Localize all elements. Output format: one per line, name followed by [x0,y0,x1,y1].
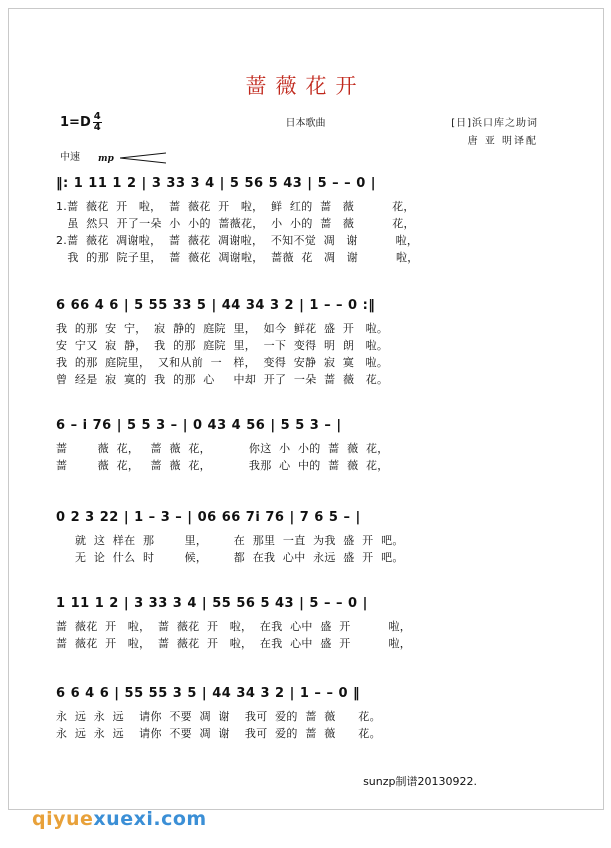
lyric-line: 蔷 薇 花， 蔷 薇 花， 你这 小 小的 蔷 薇 花， [56,442,389,455]
lyric-line: 安 宁又 寂 静， 我 的那 庭院 里， 一下 变得 明 朗 啦。 [56,339,389,352]
notation-line: 6 – i 76 | 5 5 3 – | 0 43 4 56 | 5 5 3 – | [56,418,342,433]
score-system-3 [56,418,550,474]
lyric-line: 蔷 薇花 开 啦， 蔷 薇花 开 啦， 在我 心中 盛 开 啦， [56,637,412,650]
transcriber-credit: sunzp制谱20130922. [363,775,477,788]
lyric-line: 无 论 什么 时 候， 都 在我 心中 永远 盛 开 吧。 [56,551,404,564]
notation-line: 1 11 1 2 | 3 33 3 4 | 55 56 5 43 | 5 – – 0 | [56,596,368,611]
score-system-6 [56,686,550,742]
lyric-line: 2.蔷 薇花 凋谢啦， 蔷 薇花 凋谢啦， 不知不觉 凋 谢 啦， [56,234,419,247]
tempo-marking: 中速 [60,152,80,163]
lyric-line: 1.蔷 薇花 开 啦， 蔷 薇花 开 啦， 鲜 红的 蔷 薇 花， [56,200,415,213]
time-numerator: 4 [93,111,101,122]
score-system-2 [56,298,550,388]
score-system-5 [56,596,550,652]
notation-line: 0 2 3 22 | 1 – 3 – | 06 66 7i 76 | 7 6 5 – | [56,510,361,525]
song-origin: 日本歌曲 [285,118,326,129]
lyricist-credit: [日]浜口库之助词 [451,118,538,129]
lyric-line: 曾 经是 寂 寞的 我 的那 心 中却 开了 一朵 蔷 薇 花。 [56,373,389,386]
dynamic-marking: mp [98,154,114,164]
lyric-line: 蔷 薇花 开 啦， 蔷 薇花 开 啦， 在我 心中 盛 开 啦， [56,620,412,633]
lyric-line: 我 的那 庭院里， 又和从前 一 样， 变得 安静 寂 寞 啦。 [56,356,389,369]
lyric-line: 蔷 薇 花， 蔷 薇 花， 我那 心 中的 蔷 薇 花， [56,459,389,472]
lyric-line: 虽 然只 开了一朵 小 小的 蔷薇花， 小 小的 蔷 薇 花， [56,217,415,230]
notation-line: ‖: 1 11 1 2 | 3 33 3 4 | 5 56 5 43 | 5 – – 0 | [56,176,377,191]
lyric-line: 我 的那 安 宁， 寂 静的 庭院 里， 如今 鲜花 盛 开 啦。 [56,322,389,335]
score-system-1 [56,176,550,266]
lyric-line: 永 远 永 远 请你 不要 凋 谢 我可 爱的 蔷 薇 花。 [56,710,381,723]
notation-line: 6 66 4 6 | 5 55 33 5 | 44 34 3 2 | 1 – – 0 :‖ [56,298,376,313]
notation-line: 6 6 4 6 | 55 55 3 5 | 44 34 3 2 | 1 – – 0 ‖ [56,686,361,701]
key-text: 1=D [60,115,91,130]
time-denominator: 4 [93,122,101,133]
watermark-part-1: qiyue [32,808,94,830]
lyric-line: 我 的那 院子里， 蔷 薇花 凋谢啦， 蔷薇 花 凋 谢 啦， [56,251,419,264]
translator-credit: 唐 亚 明译配 [467,136,538,147]
site-watermark [32,808,207,830]
lyric-line: 永 远 永 远 请你 不要 凋 谢 我可 爱的 蔷 薇 花。 [56,727,381,740]
crescendo-hairpin-icon [120,152,166,164]
score-system-4 [56,510,550,566]
song-title: 蔷薇花开 [245,74,366,98]
lyric-line: 就 这 样在 那 里， 在 那里 一直 为我 盛 开 吧。 [56,534,404,547]
watermark-part-2: xuexi.com [93,808,207,830]
